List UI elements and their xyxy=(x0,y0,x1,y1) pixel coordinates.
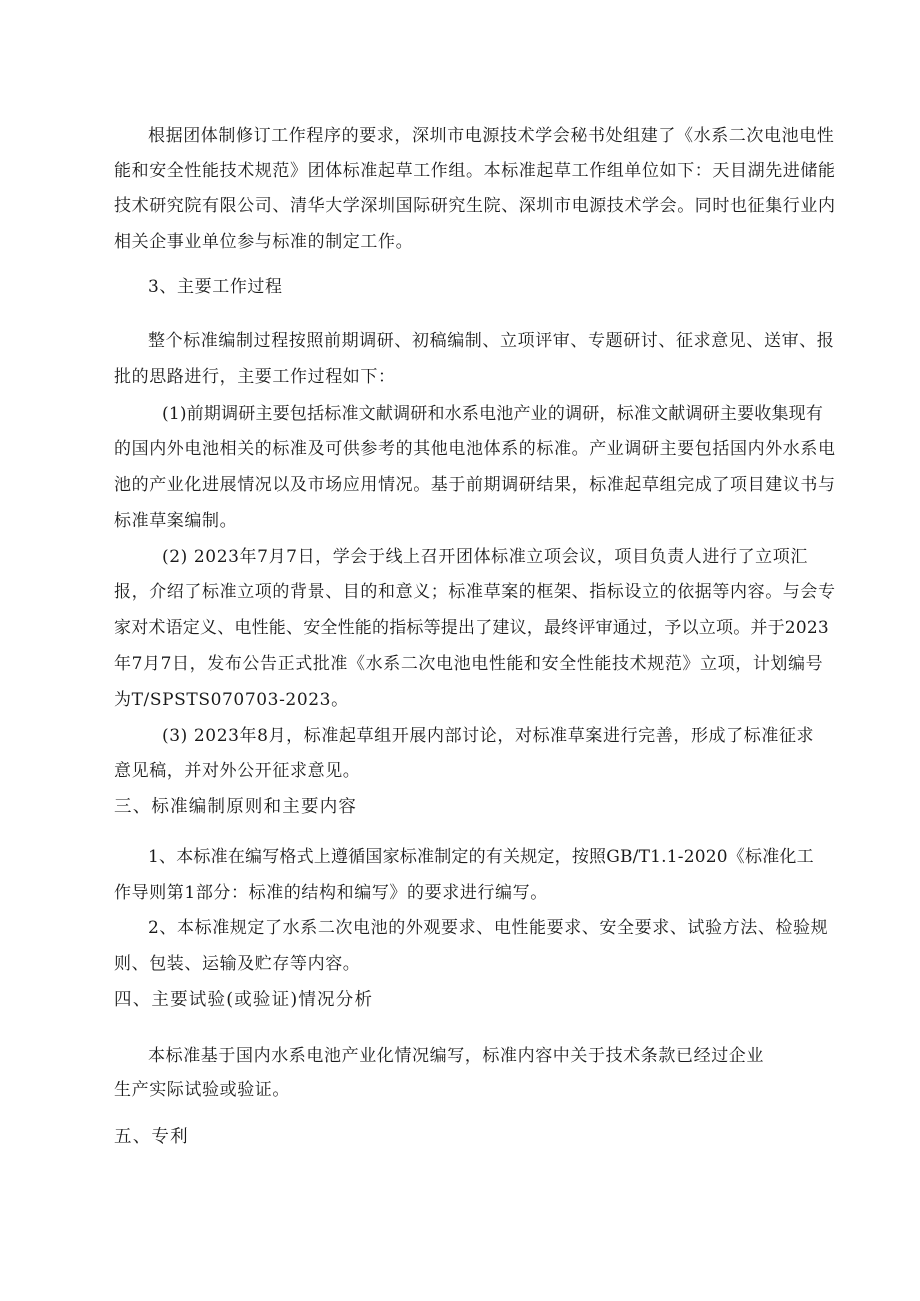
section-subheading: 3、主要工作过程 xyxy=(148,277,283,297)
paragraph-line: 则、包装、运输及贮存等内容。 xyxy=(114,954,361,974)
section-heading: 四、主要试验(或验证)情况分析 xyxy=(114,990,374,1010)
paragraph-line: (2) 2023年7月7日，学会于线上召开团体标准立项会议，项目负责人进行了立项汇 xyxy=(162,547,808,567)
paragraph-line: 标准草案编制。 xyxy=(114,511,238,531)
paragraph-line: 生产实际试验或验证。 xyxy=(114,1080,290,1100)
paragraph-line: 年7月7日，发布公告正式批准《水系二次电池电性能和安全性能技术规范》立项，计划编号 xyxy=(114,654,824,674)
paragraph-line: 1、本标准在编写格式上遵循国家标准制定的有关规定，按照GB/T1.1-2020《标准化工 xyxy=(148,847,814,867)
paragraph-line: (1)前期调研主要包括标准文献调研和水系电池产业的调研，标准文献调研主要收集现有 xyxy=(162,404,824,424)
paragraph-line: 批的思路进行，主要工作过程如下： xyxy=(114,367,396,387)
paragraph-line: 整个标准编制过程按照前期调研、初稿编制、立项评审、专题研讨、征求意见、送审、报 xyxy=(148,331,835,351)
paragraph-line: 技术研究院有限公司、清华大学深圳国际研究生院、深圳市电源技术学会。同时也征集行业内 xyxy=(114,196,836,216)
section-heading: 五、专利 xyxy=(114,1127,189,1147)
paragraph-line: 意见稿，并对外公开征求意见。 xyxy=(114,761,361,781)
paragraph-line: 为T/SPSTS070703-2023。 xyxy=(114,690,349,710)
paragraph-line: (3) 2023年8月，标准起草组开展内部讨论，对标准草案进行完善，形成了标准征求 xyxy=(162,726,815,746)
paragraph-line: 相关企事业单位参与标准的制定工作。 xyxy=(114,232,414,252)
paragraph-line: 本标准基于国内水系电池产业化情况编写，标准内容中关于技术条款已经过企业 xyxy=(148,1046,764,1066)
paragraph-line: 能和安全性能技术规范》团体标准起草工作组。本标准起草工作组单位如下：天目湖先进储能 xyxy=(114,161,836,181)
paragraph-line: 2、本标准规定了水系二次电池的外观要求、电性能要求、安全要求、试验方法、检验规 xyxy=(148,918,829,938)
paragraph-line: 根据团体制修订工作程序的要求，深圳市电源技术学会秘书处组建了《水系二次电池电性 xyxy=(148,126,835,146)
paragraph-line: 池的产业化进展情况以及市场应用情况。基于前期调研结果，标准起草组完成了项目建议书与 xyxy=(114,475,836,495)
section-heading: 三、标准编制原则和主要内容 xyxy=(114,797,358,817)
paragraph-line: 的国内外电池相关的标准及可供参考的其他电池体系的标准。产业调研主要包括国内外水系电 xyxy=(114,439,836,459)
paragraph-line: 家对术语定义、电性能、安全性能的指标等提出了建议，最终评审通过，予以立项。并于2023 xyxy=(114,618,829,638)
paragraph-line: 报，介绍了标准立项的背景、目的和意义；标准草案的框架、指标设立的依据等内容。与会专 xyxy=(114,582,836,602)
paragraph-line: 作导则第1部分：标准的结构和编写》的要求进行编写。 xyxy=(114,883,548,903)
